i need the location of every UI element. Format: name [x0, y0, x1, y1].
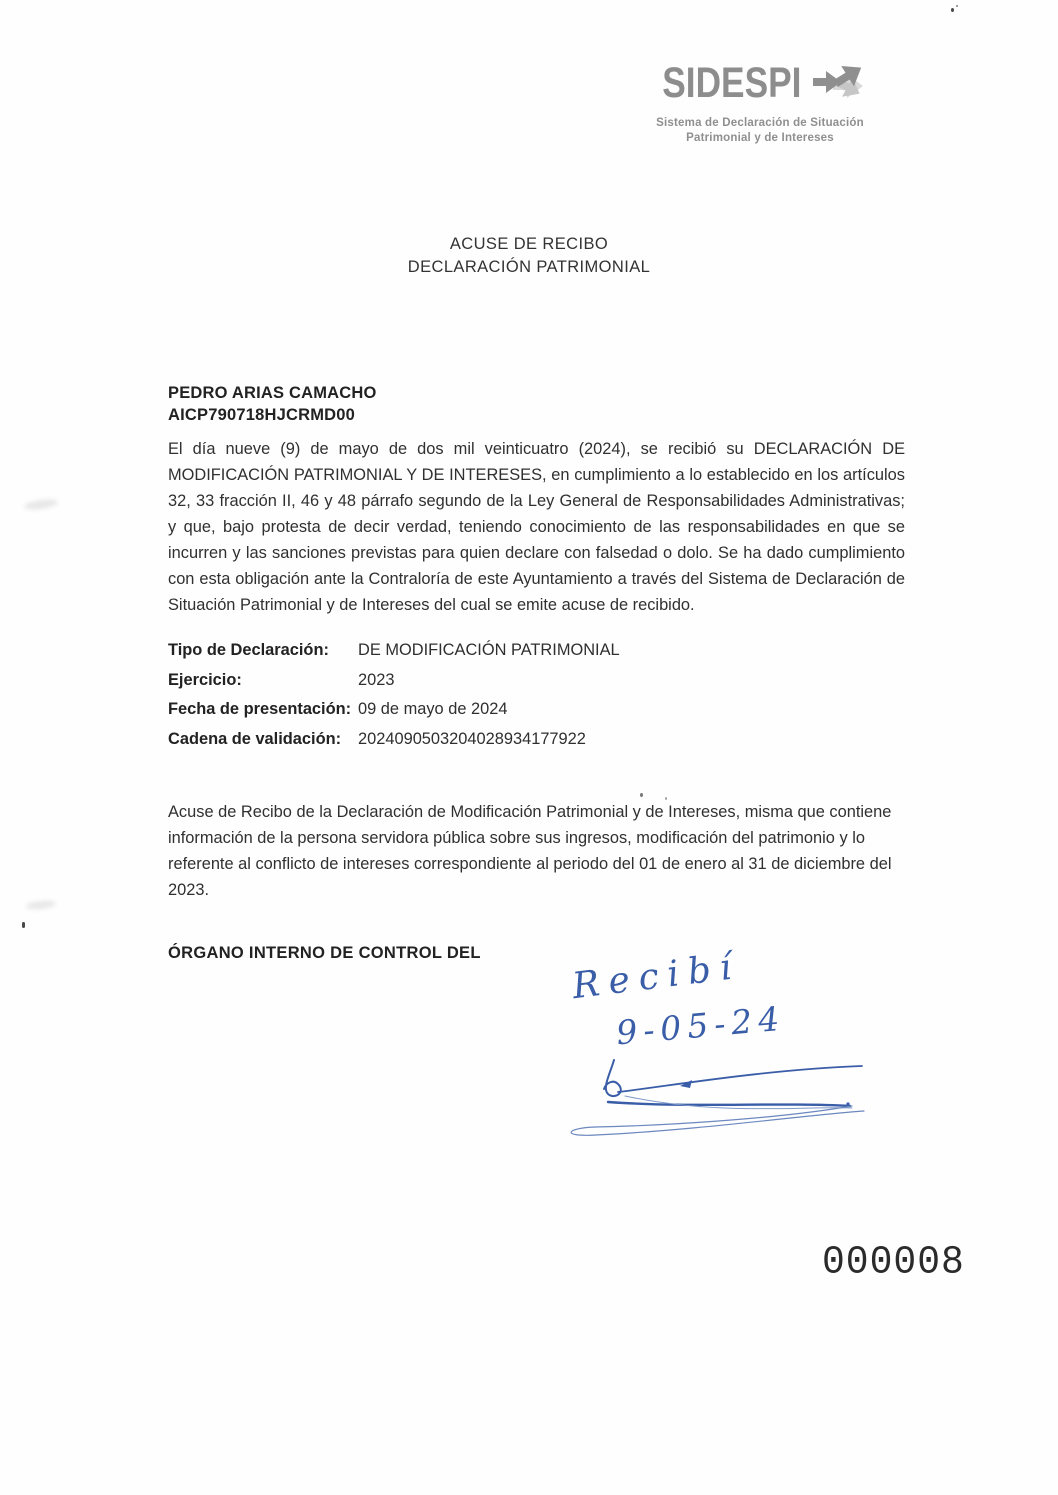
field-label: Tipo de Declaración:	[168, 641, 329, 659]
scan-smudge	[26, 899, 57, 910]
handwritten-note: Recibí	[570, 945, 743, 1008]
field-row-cadena	[168, 730, 788, 760]
field-label: Ejercicio:	[168, 670, 242, 689]
signature-scribble	[530, 950, 870, 1150]
logo-tagline-line1: Sistema de Declaración de Situación	[656, 117, 864, 129]
title-line2: DECLARACIÓN PATRIMONIAL	[407, 258, 651, 276]
sidespi-logo	[640, 52, 880, 146]
field-row-fecha	[168, 700, 788, 730]
field-value: DE MODIFICACIÓN PATRIMONIAL	[358, 641, 620, 659]
logo-brand-text: SIDESPI	[662, 58, 802, 107]
scan-speck	[951, 8, 954, 12]
declarant-block	[168, 382, 377, 426]
office-line: ÓRGANO INTERNO DE CONTROL DEL	[168, 944, 481, 962]
scan-smudge	[24, 498, 59, 512]
logo-tagline-line2: Patrimonial y de Intereses	[686, 132, 834, 144]
field-value: 2024090503204028934177922	[358, 729, 586, 748]
field-row-ejercicio	[168, 671, 788, 701]
scan-speck	[640, 793, 643, 797]
field-row-tipo	[168, 641, 788, 671]
field-label: Fecha de presentación:	[168, 700, 352, 718]
field-label: Cadena de validación:	[168, 729, 342, 748]
folio-stamp: 000008	[822, 1239, 965, 1286]
receipt-paragraph: El día nueve (9) de mayo de dos mil veinticuatro (2024), se recibió su DECLARACIÓN DE MODIFICACIÓN PATRIMONIAL Y DE INTERESES, en cumplimiento a lo establecido en los artículos 32, 33 fracción II, 46 y 48 párrafo segundo de la Ley General de Responsabilidades Administrativas; y que, bajo protesta de decir verdad, teniendo conocimiento de las responsabilidades en que se incurren y las sanciones previstas para quien declare con falsedad o dolo. Se ha dado cumplimiento con esta obligación ante la Contraloría de este Ayuntamiento a través del Sistema de Declaración de Situación Patrimonial y de Intereses del cual se emite acuse de recibido.	[168, 440, 905, 614]
title-line1: ACUSE DE RECIBO	[449, 235, 609, 253]
scan-speck	[22, 922, 25, 928]
summary-paragraph: Acuse de Recibo de la Declaración de Modificación Patrimonial y de Intereses, misma que contiene información de la persona servidora pública sobre sus ingresos, modificación del patrimonio y lo referente al conflicto de intereses correspondiente al periodo del 01 de enero al 31 de diciembre del 2023.	[168, 803, 892, 899]
document-title	[0, 233, 1058, 279]
handwritten-area	[530, 945, 870, 1150]
double-right-arrows-icon	[811, 54, 873, 112]
handwritten-date: 9-05-24	[614, 998, 787, 1053]
scan-speck	[956, 5, 958, 7]
declaration-fields	[168, 641, 788, 759]
field-value: 09 de mayo de 2024	[358, 700, 508, 718]
declarant-curp: AICP790718HJCRMD00	[168, 406, 356, 424]
field-value: 2023	[358, 670, 395, 689]
declarant-name: PEDRO ARIAS CAMACHO	[168, 384, 377, 402]
